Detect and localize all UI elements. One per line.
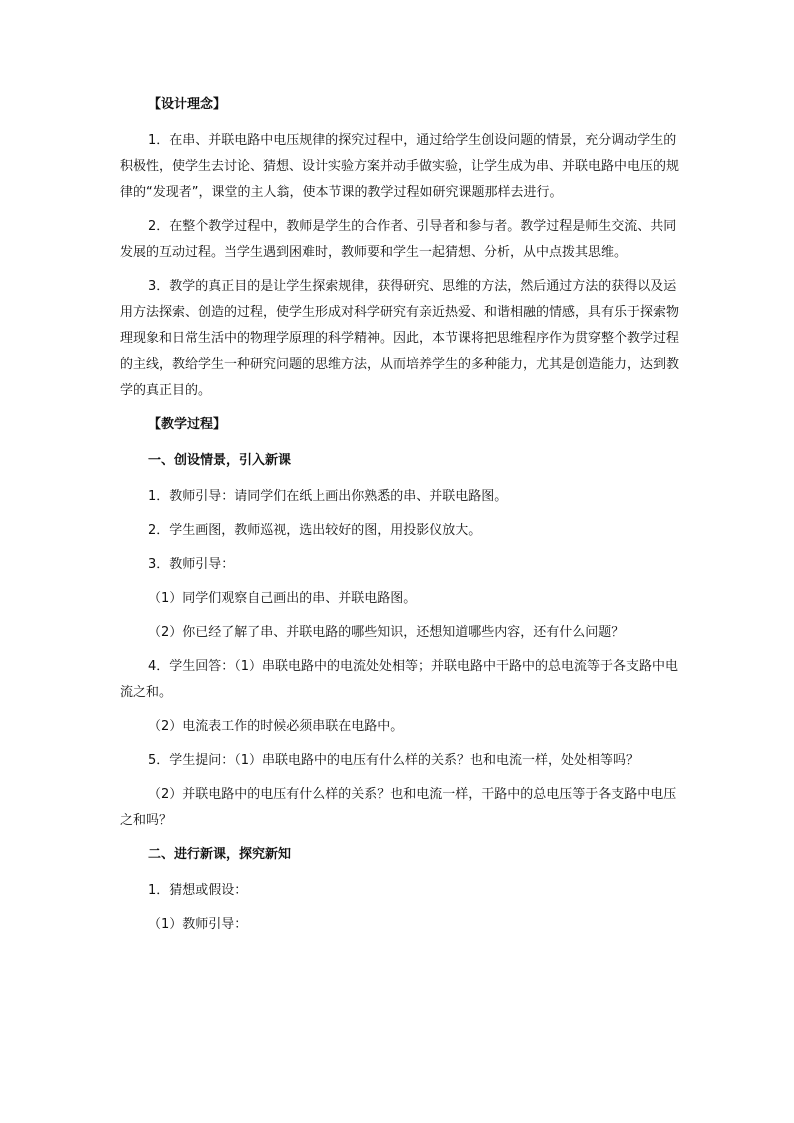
paragraph: （2）并联电路中的电压有什么样的关系？也和电流一样，干路中的总电压等于各支路中电压之和吗？ <box>120 787 677 828</box>
paragraph: 1．教师引导：请同学们在纸上画出你熟悉的串、并联电路图。 <box>148 489 508 504</box>
paragraph: 2．学生画图，教师巡视，选出较好的图，用投影仪放大。 <box>148 523 482 538</box>
section-heading-teaching-process: 【教学过程】 <box>148 417 227 432</box>
paragraph: （2）你已经了解了串、并联电路的哪些知识，还想知道哪些内容，还有什么问题？ <box>148 625 625 640</box>
paragraph: 3．教师引导： <box>148 557 235 572</box>
paragraph: 4．学生回答：（1）串联电路中的电流处处相等；并联电路中干路中的总电流等于各支路中电流之和。 <box>120 659 679 700</box>
paragraph: 1．在串、并联电路中电压规律的探究过程中，通过给学生创设问题的情景，充分调动学生的积极性，使学生去讨论、猜想、设计实验方案并动手做实验，让学生成为串、并联电路中电压的规律的“发现者”，课堂的主人翁，使本节课的教学过程如研究课题那样去进行。 <box>120 133 680 200</box>
paragraph: （2）电流表工作的时候必须串联在电路中。 <box>148 719 404 734</box>
document-body <box>120 92 682 946</box>
paragraph: 1．猜想或假设： <box>148 883 248 898</box>
paragraph: 5．学生提问：（1）串联电路中的电压有什么样的关系？也和电流一样，处处相等吗？ <box>148 753 640 768</box>
section-heading-design-concept: 【设计理念】 <box>148 97 227 112</box>
subsection-heading-2: 二、进行新课，探究新知 <box>148 847 292 862</box>
paragraph: 2．在整个教学过程中，教师是学生的合作者、引导者和参与者。教学过程是师生交流、共同发展的互动过程。当学生遇到困难时，教师要和学生一起猜想、分析，从中点拨其思维。 <box>120 219 677 260</box>
paragraph: （1）教师引导： <box>148 917 248 932</box>
subsection-heading-1: 一、创设情景，引入新课 <box>148 453 292 468</box>
paragraph: 3．教学的真正目的是让学生探索规律，获得研究、思维的方法，然后通过方法的获得以及运用方法探索、创造的过程，使学生形成对科学研究有亲近热爱、和谐相融的情感，具有乐于探索物理现象和日常生活中的物理学原理的科学精神。因此，本节课将把思维程序作为贯穿整个教学过程的主线，教给学生一种研究问题的思维方法，从而培养学生的多种能力，尤其是创造能力，达到教学的真正目的。 <box>120 279 680 398</box>
paragraph: （1）同学们观察自己画出的串、并联电路图。 <box>148 591 417 606</box>
